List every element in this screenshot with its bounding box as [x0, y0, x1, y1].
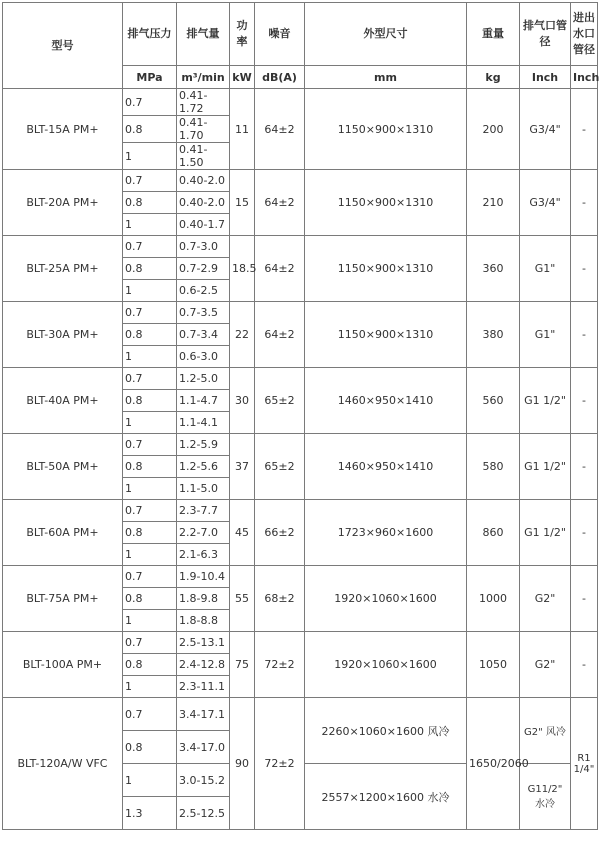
unit-flow: m³/min — [177, 66, 230, 89]
weight-cell: 1000 — [467, 566, 520, 632]
flow-cell: 2.1-6.3 — [177, 544, 230, 566]
pressure-cell: 1 — [123, 764, 177, 797]
flow-cell: 2.5-13.1 — [177, 632, 230, 654]
weight-cell: 560 — [467, 368, 520, 434]
pressure-cell: 0.8 — [123, 731, 177, 764]
dimensions-cell: 1723×960×1600 — [305, 500, 467, 566]
model-cell: BLT-15A PM+ — [3, 89, 123, 170]
header-pressure: 排气压力 — [123, 3, 177, 66]
pressure-cell: 1 — [123, 610, 177, 632]
unit-outlet: Inch — [520, 66, 571, 89]
noise-cell: 64±2 — [255, 89, 305, 170]
flow-cell: 0.7-3.5 — [177, 302, 230, 324]
dimensions-watercooled-cell: 2557×1200×1600 水冷 — [305, 764, 467, 830]
outlet-cell: G3/4" — [520, 89, 571, 170]
pressure-cell: 0.7 — [123, 302, 177, 324]
model-cell: BLT-120A/W VFC — [3, 698, 123, 830]
flow-cell: 3.4-17.1 — [177, 698, 230, 731]
outlet-aircooled-cell: G2" 风冷 — [520, 698, 571, 764]
power-cell: 11 — [230, 89, 255, 170]
power-cell: 45 — [230, 500, 255, 566]
table-row — [3, 170, 598, 192]
outlet-cell: G3/4" — [520, 170, 571, 236]
pressure-cell: 0.8 — [123, 456, 177, 478]
water-cell: - — [571, 170, 598, 236]
noise-cell: 68±2 — [255, 566, 305, 632]
outlet-watercooled-cell: G11/2" 水冷 — [520, 764, 571, 830]
dimensions-cell: 1460×950×1410 — [305, 368, 467, 434]
pressure-cell: 0.8 — [123, 258, 177, 280]
water-cell: - — [571, 302, 598, 368]
unit-pressure: MPa — [123, 66, 177, 89]
water-cell: R1 1/4" — [571, 698, 598, 830]
power-cell: 90 — [230, 698, 255, 830]
noise-cell: 64±2 — [255, 302, 305, 368]
dimensions-aircooled-cell: 2260×1060×1600 风冷 — [305, 698, 467, 764]
weight-cell: 1050 — [467, 632, 520, 698]
unit-dimensions: mm — [305, 66, 467, 89]
dimensions-cell: 1460×950×1410 — [305, 434, 467, 500]
pressure-cell: 0.7 — [123, 566, 177, 588]
flow-cell: 0.41-1.50 — [177, 143, 230, 170]
water-cell: - — [571, 500, 598, 566]
water-cell: - — [571, 434, 598, 500]
flow-cell: 0.41-1.70 — [177, 116, 230, 143]
model-cell: BLT-40A PM+ — [3, 368, 123, 434]
table-row — [3, 566, 598, 588]
outlet-cell: G2" — [520, 632, 571, 698]
flow-cell: 1.8-9.8 — [177, 588, 230, 610]
weight-cell: 1650/2060 — [467, 698, 520, 830]
pressure-cell: 0.7 — [123, 170, 177, 192]
table-row — [3, 434, 598, 456]
table-row — [3, 698, 598, 731]
pressure-cell: 0.8 — [123, 588, 177, 610]
table-row — [3, 632, 598, 654]
unit-water: Inch — [571, 66, 598, 89]
dimensions-cell: 1150×900×1310 — [305, 170, 467, 236]
flow-cell: 0.6-2.5 — [177, 280, 230, 302]
table-row — [3, 500, 598, 522]
water-cell: - — [571, 368, 598, 434]
outlet-cell: G1 1/2" — [520, 500, 571, 566]
pressure-cell: 1 — [123, 346, 177, 368]
unit-power: kW — [230, 66, 255, 89]
header-water: 进出水口管径 — [571, 3, 598, 66]
dimensions-cell: 1920×1060×1600 — [305, 632, 467, 698]
header-flow: 排气量 — [177, 3, 230, 66]
pressure-cell: 1 — [123, 544, 177, 566]
table-row — [3, 89, 598, 116]
flow-cell: 0.41-1.72 — [177, 89, 230, 116]
flow-cell: 1.1-5.0 — [177, 478, 230, 500]
outlet-cell: G2" — [520, 566, 571, 632]
water-cell: - — [571, 566, 598, 632]
model-cell: BLT-30A PM+ — [3, 302, 123, 368]
model-cell: BLT-75A PM+ — [3, 566, 123, 632]
dimensions-cell: 1920×1060×1600 — [305, 566, 467, 632]
weight-cell: 200 — [467, 89, 520, 170]
pressure-cell: 0.8 — [123, 654, 177, 676]
flow-cell: 1.8-8.8 — [177, 610, 230, 632]
weight-cell: 580 — [467, 434, 520, 500]
power-cell: 55 — [230, 566, 255, 632]
flow-cell: 1.9-10.4 — [177, 566, 230, 588]
pressure-cell: 1 — [123, 412, 177, 434]
noise-cell: 64±2 — [255, 170, 305, 236]
model-cell: BLT-50A PM+ — [3, 434, 123, 500]
flow-cell: 2.5-12.5 — [177, 797, 230, 830]
noise-cell: 72±2 — [255, 698, 305, 830]
power-cell: 75 — [230, 632, 255, 698]
power-cell: 15 — [230, 170, 255, 236]
weight-cell: 860 — [467, 500, 520, 566]
pressure-cell: 1 — [123, 214, 177, 236]
noise-cell: 65±2 — [255, 434, 305, 500]
pressure-cell: 1.3 — [123, 797, 177, 830]
outlet-cell: G1 1/2" — [520, 368, 571, 434]
noise-cell: 65±2 — [255, 368, 305, 434]
flow-cell: 0.40-2.0 — [177, 170, 230, 192]
header-outlet: 排气口管径 — [520, 3, 571, 66]
unit-weight: kg — [467, 66, 520, 89]
pressure-cell: 0.7 — [123, 698, 177, 731]
flow-cell: 1.2-5.6 — [177, 456, 230, 478]
pressure-cell: 0.7 — [123, 632, 177, 654]
header-power: 功率 — [230, 3, 255, 66]
weight-cell: 360 — [467, 236, 520, 302]
pressure-cell: 0.7 — [123, 89, 177, 116]
dimensions-cell: 1150×900×1310 — [305, 236, 467, 302]
flow-cell: 1.2-5.0 — [177, 368, 230, 390]
header-dimensions: 外型尺寸 — [305, 3, 467, 66]
outlet-cell: G1 1/2" — [520, 434, 571, 500]
table-row — [3, 236, 598, 258]
noise-cell: 72±2 — [255, 632, 305, 698]
header-weight: 重量 — [467, 3, 520, 66]
model-cell: BLT-60A PM+ — [3, 500, 123, 566]
pressure-cell: 0.8 — [123, 324, 177, 346]
pressure-cell: 0.7 — [123, 500, 177, 522]
noise-cell: 66±2 — [255, 500, 305, 566]
power-cell: 30 — [230, 368, 255, 434]
power-cell: 22 — [230, 302, 255, 368]
power-cell: 37 — [230, 434, 255, 500]
table-row — [3, 302, 598, 324]
flow-cell: 0.7-3.4 — [177, 324, 230, 346]
pressure-cell: 1 — [123, 478, 177, 500]
table-row — [3, 368, 598, 390]
flow-cell: 0.6-3.0 — [177, 346, 230, 368]
flow-cell: 0.40-2.0 — [177, 192, 230, 214]
flow-cell: 0.7-3.0 — [177, 236, 230, 258]
water-cell: - — [571, 632, 598, 698]
flow-cell: 0.40-1.7 — [177, 214, 230, 236]
header-row — [3, 3, 598, 66]
flow-cell: 2.3-7.7 — [177, 500, 230, 522]
flow-cell: 3.4-17.0 — [177, 731, 230, 764]
flow-cell: 2.2-7.0 — [177, 522, 230, 544]
pressure-cell: 0.7 — [123, 236, 177, 258]
flow-cell: 1.1-4.7 — [177, 390, 230, 412]
pressure-cell: 0.7 — [123, 434, 177, 456]
unit-noise: dB(A) — [255, 66, 305, 89]
outlet-cell: G1" — [520, 302, 571, 368]
pressure-cell: 0.8 — [123, 116, 177, 143]
flow-cell: 0.7-2.9 — [177, 258, 230, 280]
spec-table — [2, 2, 598, 830]
table-body — [3, 3, 598, 830]
outlet-cell: G1" — [520, 236, 571, 302]
header-model: 型号 — [3, 3, 123, 89]
flow-cell: 1.1-4.1 — [177, 412, 230, 434]
pressure-cell: 1 — [123, 143, 177, 170]
weight-cell: 210 — [467, 170, 520, 236]
model-cell: BLT-25A PM+ — [3, 236, 123, 302]
dimensions-cell: 1150×900×1310 — [305, 302, 467, 368]
pressure-cell: 1 — [123, 280, 177, 302]
pressure-cell: 0.7 — [123, 368, 177, 390]
pressure-cell: 1 — [123, 676, 177, 698]
flow-cell: 1.2-5.9 — [177, 434, 230, 456]
power-cell: 18.5 — [230, 236, 255, 302]
flow-cell: 3.0-15.2 — [177, 764, 230, 797]
weight-cell: 380 — [467, 302, 520, 368]
pressure-cell: 0.8 — [123, 192, 177, 214]
pressure-cell: 0.8 — [123, 522, 177, 544]
dimensions-cell: 1150×900×1310 — [305, 89, 467, 170]
model-cell: BLT-100A PM+ — [3, 632, 123, 698]
model-cell: BLT-20A PM+ — [3, 170, 123, 236]
flow-cell: 2.3-11.1 — [177, 676, 230, 698]
flow-cell: 2.4-12.8 — [177, 654, 230, 676]
header-noise: 噪音 — [255, 3, 305, 66]
water-cell: - — [571, 236, 598, 302]
water-cell: - — [571, 89, 598, 170]
noise-cell: 64±2 — [255, 236, 305, 302]
pressure-cell: 0.8 — [123, 390, 177, 412]
